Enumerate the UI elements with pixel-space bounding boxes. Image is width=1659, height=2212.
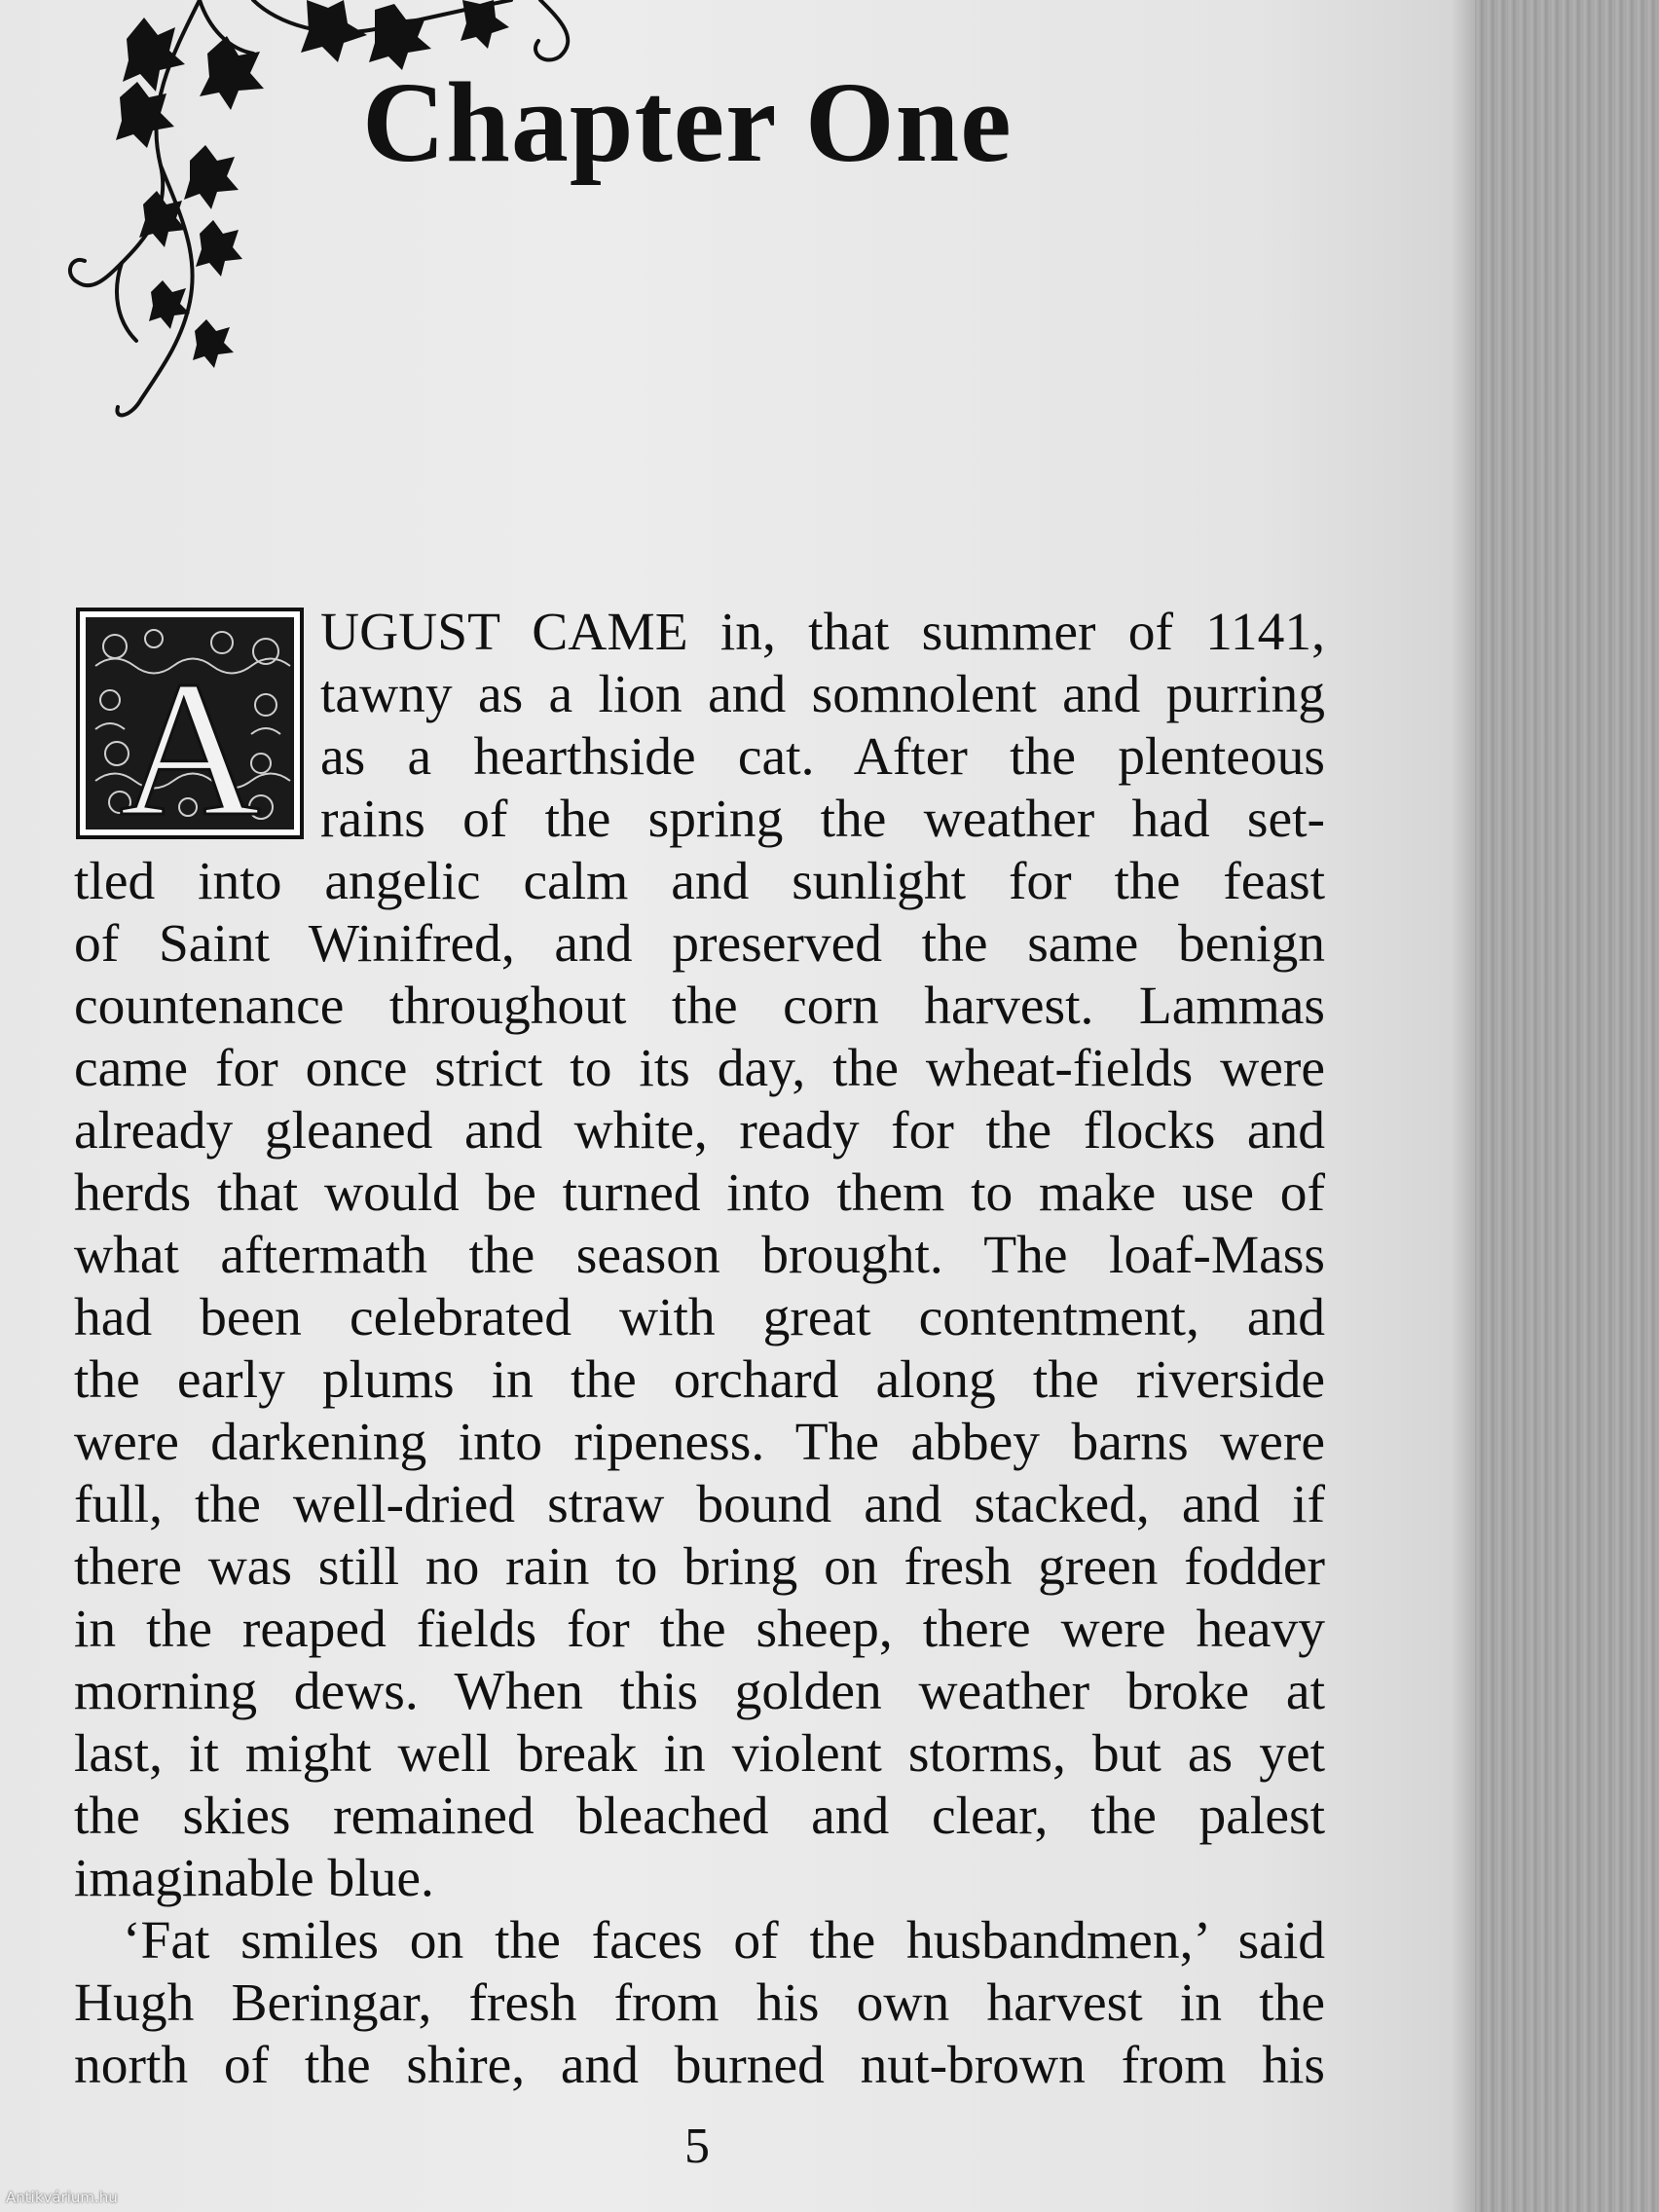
text-line: had been celebrated with great contentment, and bbox=[74, 1288, 1325, 1347]
text-line: morning dews. When this golden weather broke at bbox=[74, 1662, 1325, 1721]
text-line: imaginable blue. bbox=[74, 1849, 434, 1908]
chapter-title: Chapter One bbox=[362, 58, 1013, 186]
text-line: were darkening into ripeness. The abbey barns were bbox=[74, 1413, 1325, 1472]
text-line: countenance throughout the corn harvest. Lammas bbox=[74, 977, 1325, 1036]
text-line: in the reaped fields for the sheep, there were heavy bbox=[74, 1600, 1325, 1659]
text-line: of Saint Winifred, and preserved the same benign bbox=[74, 914, 1325, 974]
text-line: Hugh Beringar, fresh from his own harvest in the bbox=[74, 1973, 1325, 2033]
text-line: full, the well-dried straw bound and stacked, and if bbox=[74, 1475, 1325, 1534]
text-line: as a hearthside cat. After the plenteous bbox=[320, 727, 1325, 787]
paragraph-2 bbox=[74, 1910, 1325, 2097]
text-line: rains of the spring the weather had set- bbox=[320, 790, 1325, 849]
page-edge-shadow bbox=[1451, 0, 1475, 2212]
paragraph-1 bbox=[74, 602, 1325, 1910]
text-line: north of the shire, and burned nut-brown from his bbox=[74, 2036, 1325, 2095]
text-line: tawny as a lion and somnolent and purring bbox=[320, 665, 1325, 724]
text-line: ‘Fat smiles on the faces of the husbandmen,’ said bbox=[123, 1911, 1325, 1971]
text-line: last, it might well break in violent storms, but as yet bbox=[74, 1724, 1325, 1784]
text-line: the skies remained bleached and clear, the palest bbox=[74, 1787, 1325, 1846]
text-line: herds that would be turned into them to make use of bbox=[74, 1163, 1325, 1223]
page-number: 5 bbox=[684, 2119, 710, 2174]
text-line: there was still no rain to bring on fresh green fodder bbox=[74, 1537, 1325, 1597]
text-line: already gleaned and white, ready for the flocks and bbox=[74, 1101, 1325, 1161]
text-line: UGUST CAME in, that summer of 1141, bbox=[320, 603, 1325, 662]
text-line: came for once strict to its day, the wheat-fields were bbox=[74, 1039, 1325, 1098]
drop-cap-letter: A bbox=[119, 642, 261, 839]
chapter-body bbox=[74, 602, 1325, 2097]
watermark: Antikvárium.hu bbox=[6, 2189, 118, 2206]
text-line: tled into angelic calm and sunlight for the feast bbox=[74, 852, 1325, 911]
text-line: the early plums in the orchard along the riverside bbox=[74, 1350, 1325, 1410]
text-line: what aftermath the season brought. The loaf-Mass bbox=[74, 1226, 1325, 1285]
book-spine-gutter bbox=[1475, 0, 1659, 2212]
